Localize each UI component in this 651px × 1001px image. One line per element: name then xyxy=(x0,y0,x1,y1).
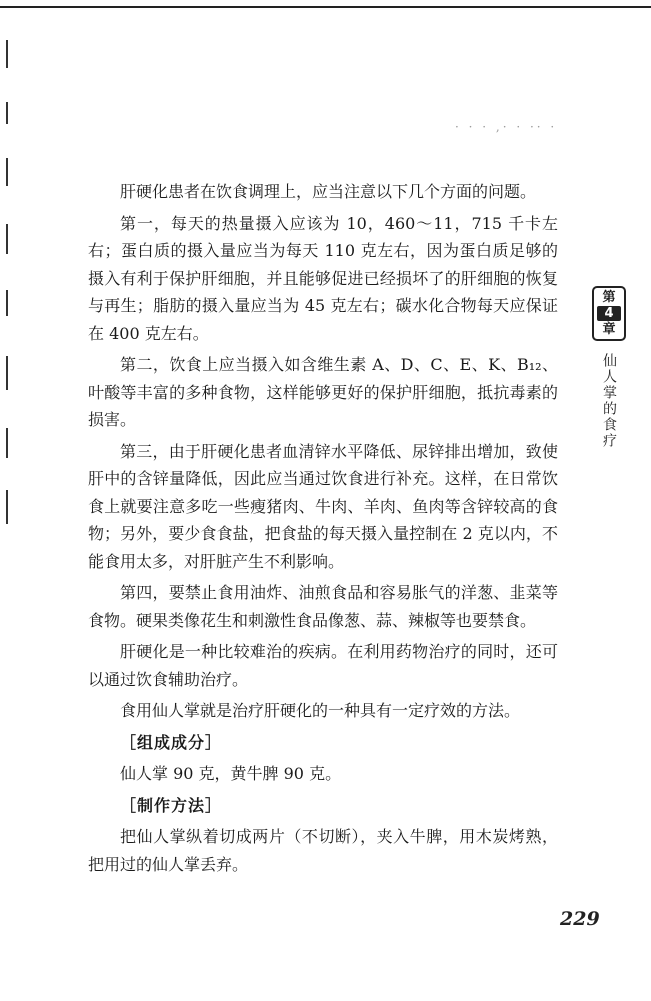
method-text: 把仙人掌纵着切成两片（不切断），夹入牛脾，用木炭烤熟，把用过的仙人掌丢弃。 xyxy=(88,827,558,874)
chapter-number: 4 xyxy=(597,306,621,321)
paragraph-cirrhosis: 肝硬化是一种比较难治的疾病。在利用药物治疗的同时，还可以通过饮食辅助治疗。 xyxy=(88,642,558,689)
chapter-label-top: 第 xyxy=(602,290,616,305)
section-heading-composition: ［组成成分］ xyxy=(120,732,223,752)
page-number: 229 xyxy=(560,908,600,930)
body-text xyxy=(88,178,558,882)
left-margin-marks xyxy=(6,40,9,560)
running-header: · · · ,· · ·· · xyxy=(455,120,558,134)
top-rule xyxy=(0,6,651,8)
paragraph-first: 第一，每天的热量摄入应该为 10，460～11，715 千卡左右；蛋白质的摄入量应当为每天 110 克左右，因为蛋白质足够的摄入有利于保护肝细胞，并且能够促进已经损坏了的肝细胞的恢复与再生；脂肪的摄入量应当为 45 克左右；碳水化合物每天应保证在 400 克左右。 xyxy=(88,213,558,343)
chapter-label-bottom: 章 xyxy=(602,322,616,337)
chapter-badge xyxy=(592,286,626,341)
paragraph-fourth: 第四，要禁止食用油炸、油煎食品和容易胀气的洋葱、韭菜等食物。硬果类像花生和刺激性食品像葱、蒜、辣椒等也要禁食。 xyxy=(88,583,558,630)
paragraph-intro: 肝硬化患者在饮食调理上，应当注意以下几个方面的问题。 xyxy=(120,182,537,201)
paragraph-second: 第二，饮食上应当摄入如含维生素 A、D、C、E、K、B₁₂、叶酸等丰富的多种食物，这样能够更好的保护肝细胞，抵抗毒素的损害。 xyxy=(88,355,558,429)
chapter-title: 仙人掌的食疗 xyxy=(601,353,617,449)
section-heading-method: ［制作方法］ xyxy=(120,795,223,815)
chapter-side-tab xyxy=(592,286,626,449)
paragraph-third: 第三，由于肝硬化患者血清锌水平降低、尿锌排出增加，致使肝中的含锌量降低，因此应当通过饮食进行补充。这样，在日常饮食上就要注意多吃一些瘦猪肉、牛肉、羊肉、鱼肉等含锌较高的食物；另外，要少食食盐，把食盐的每天摄入量控制在 2 克以内，不能食用太多，对肝脏产生不利影响。 xyxy=(88,441,558,571)
paragraph-cactus: 食用仙人掌就是治疗肝硬化的一种具有一定疗效的方法。 xyxy=(120,701,521,720)
composition-text: 仙人掌 90 克，黄牛脾 90 克。 xyxy=(120,764,342,783)
